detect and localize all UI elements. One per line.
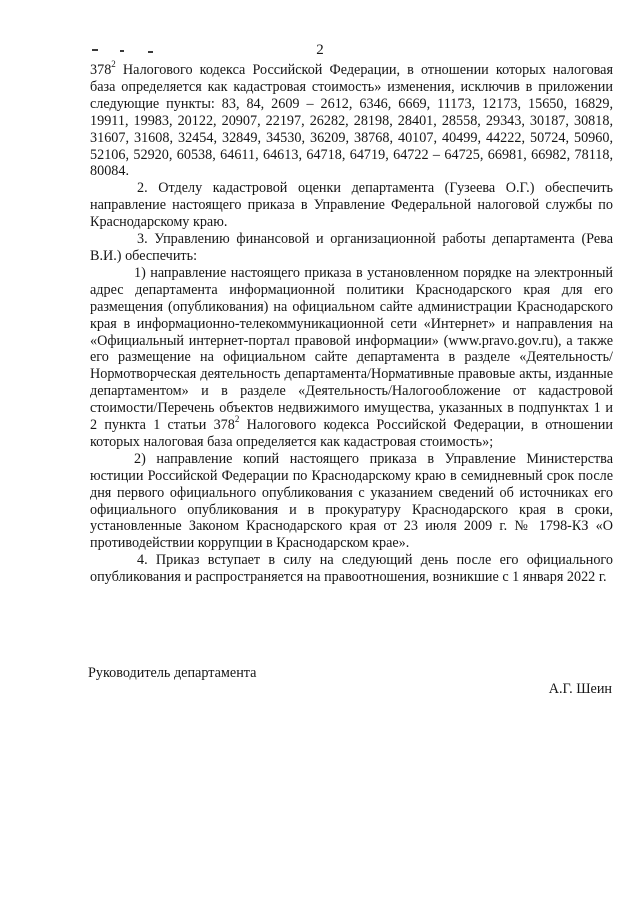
- paragraph-item-3: 3. Управлению финансовой и организационной работы департамента (Рева В.И.) обеспечить:: [90, 231, 613, 264]
- paragraph-item-2: 2. Отделу кадастровой оценки департамента (Гузеева О.Г.) обеспечить направление настоящего приказа в Управление Федеральной налоговой службы по Краснодарскому краю.: [90, 180, 613, 231]
- paragraph-continuation: $378^2$ Налогового кодекса Российской Федерации, в отношении которых налоговая база определяется как кадастровая стоимость» изменения, исключив в приложении следующие пункты: 83, 84, 2609 – 2612, 6346, 6669, 11173, 12173, 15650, 16829, 19911, 19983, 20122, 20907, 22197, 26282, 28198, 28401, 28558, 29343, 30187, 30818, 31607, 31608, 32454, 32849, 34530, 36209, 38768, 40107, 40499, 44222, 50724, 50960, 52106, 52920, 60538, 64611, 64613, 64718, 64719, 64722 – 64725, 66981, 66982, 78118, 80084.: [90, 59, 613, 180]
- page-number: 2: [316, 42, 324, 58]
- signature-title: Руководитель департамента: [88, 665, 257, 681]
- paragraph-subitem-1: 1) направление настоящего приказа в установленном порядке на электронный адрес департамента информационной политики Краснодарского края для его размещения (опубликования) на официальном сайте администрации Краснодарского края в информационно-телекоммуникационной сети «Интернет» и направления на «Официальный интернет-портал правовой информации» (www.pravo.gov.ru), а также его размещение на официальном сайте департамента в разделе «Деятельность/Нормотворческая деятельность департамента/Нормативные правовые акты, изданные департаментом» и в разделе «Деятельность/Налогообложение от кадастровой стоимости/Перечень объектов недвижимого имущества, указанных в подпунктах 1 и 2 пункта 1 статьи $378^2$ Налогового кодекса Российской Федерации, в отношении которых налоговая база определяется как кадастровая стоимость»;: [90, 264, 613, 450]
- document-body: [90, 59, 613, 586]
- paragraph-subitem-2: 2) направление копий настоящего приказа в Управление Министерства юстиции Российской Федерации по Краснодарскому краю в семидневный срок после дня первого официального опубликования с указанием сведений об источниках его официального опубликования и в прокуратуру Краснодарского края в сроки, установленные Законом Краснодарского края от 23 июля 2009 г. № 1798-КЗ «О противодействии коррупции в Краснодарском крае».: [90, 450, 613, 552]
- signature-name: А.Г. Шеин: [548, 681, 612, 697]
- paragraph-item-4: 4. Приказ вступает в силу на следующий день после его официального опубликования и распространяется на правоотношения, возникшие с 1 января 2022 г.: [90, 552, 613, 586]
